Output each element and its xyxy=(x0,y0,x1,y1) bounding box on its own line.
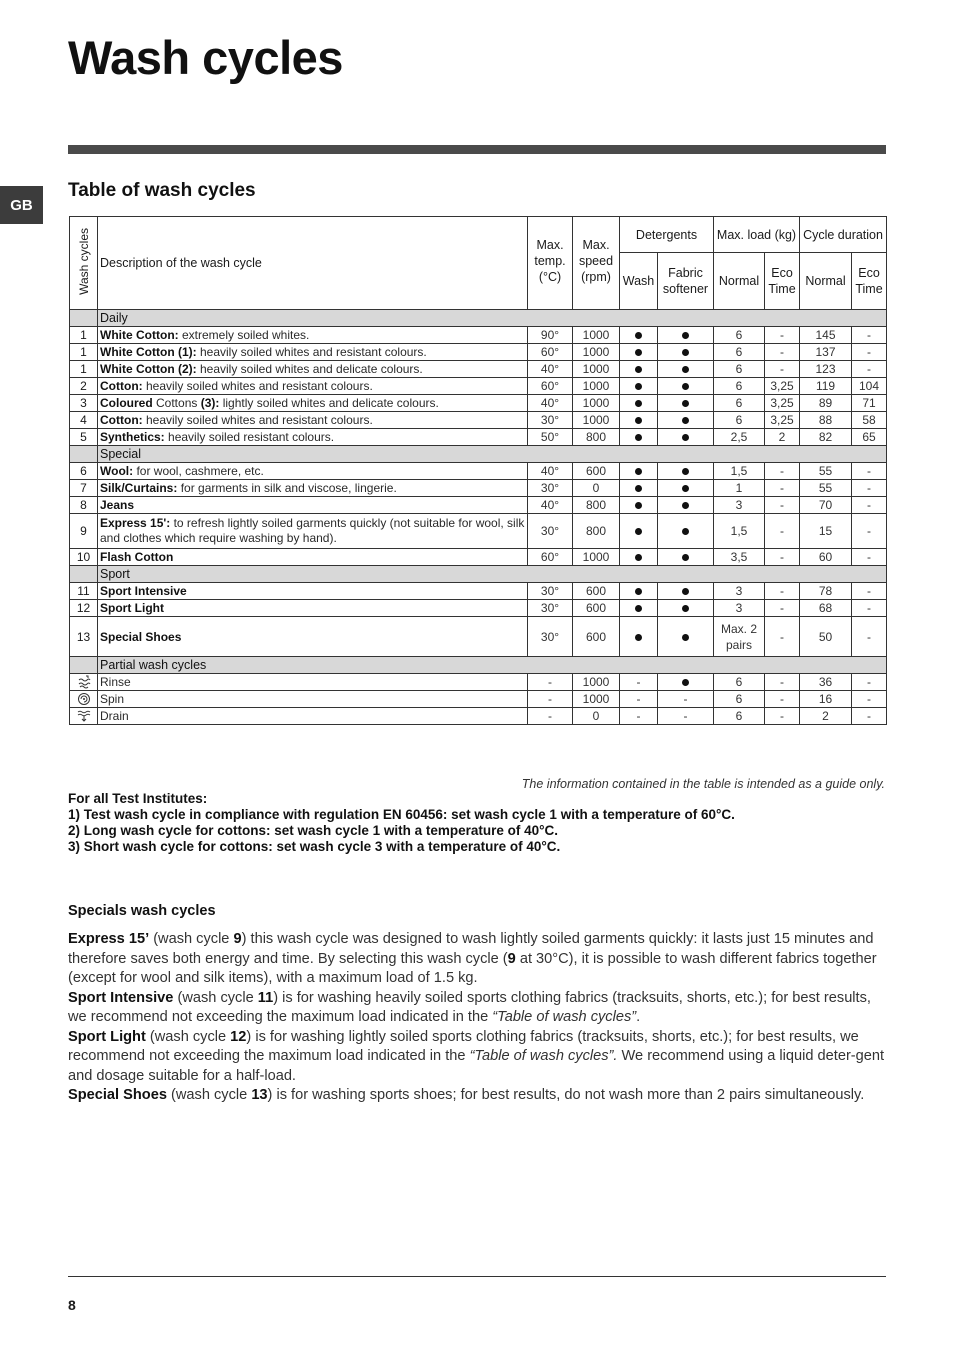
table-row: 1 White Cotton (1): heavily soiled whites and resistant colours. 60° 1000 6 - 137 - xyxy=(70,344,887,361)
table-row: 10 Flash Cotton 60° 1000 3,5 - 60 - xyxy=(70,549,887,566)
test-line: 2) Long wash cycle for cottons: set wash cycle 1 with a temperature of 40°C. xyxy=(68,823,559,838)
spin-icon xyxy=(70,691,98,708)
wash-dot xyxy=(635,383,642,390)
test-institutes-title: For all Test Institutes: xyxy=(68,791,208,806)
footer-rule xyxy=(68,1276,886,1277)
section-title: Table of wash cycles xyxy=(68,180,256,201)
softener-dot xyxy=(682,332,689,339)
specials-title: Specials wash cycles xyxy=(68,903,216,919)
wash-dot xyxy=(635,634,642,641)
header-duration-normal: Normal xyxy=(800,253,852,310)
header-max-load: Max. load (kg) xyxy=(714,217,800,253)
softener-dot xyxy=(682,554,689,561)
header-load-normal: Normal xyxy=(714,253,765,310)
table-row: 12 Sport Light 30° 600 3 - 68 - xyxy=(70,600,887,617)
header-max-speed: Max. speed (rpm) xyxy=(573,217,620,310)
page-title: Wash cycles xyxy=(68,31,343,84)
table-row: 5 Synthetics: heavily soiled resistant colours. 50° 800 2,5 2 82 65 xyxy=(70,429,887,446)
wash-dot xyxy=(635,588,642,595)
table-row: 9 Express 15': to refresh lightly soiled garments quickly (not suitable for wool, silk and clothes which require washing by hand). 30° 800 1,5 - 15 - xyxy=(70,514,887,549)
header-description: Description of the wash cycle xyxy=(98,217,528,310)
group-row-special: Special xyxy=(70,446,887,463)
softener-dot xyxy=(682,634,689,641)
wash-dot xyxy=(635,605,642,612)
softener-dot xyxy=(682,485,689,492)
softener-dot xyxy=(682,468,689,475)
header-duration-eco-time: Eco Time xyxy=(852,253,887,310)
group-row-sport: Sport xyxy=(70,566,887,583)
softener-dot xyxy=(682,605,689,612)
wash-dot xyxy=(635,332,642,339)
table-row: Rinse - 1000 - 6 - 36 - xyxy=(70,674,887,691)
wash-dot xyxy=(635,417,642,424)
table-row: 7 Silk/Curtains: for garments in silk and viscose, lingerie. 30° 0 1 - 55 - xyxy=(70,480,887,497)
header-cycle-duration: Cycle duration xyxy=(800,217,887,253)
express-paragraph: Express 15’ (wash cycle 9) this wash cycle was designed to wash lightly soiled garments quickly: it lasts just 15 minutes and therefore saves both energy and time. By selecting this wash cycle (9 at 30°C), it is possible to wash different fabrics together (except for wool and silk items), with a maximum load of 1.5 kg. xyxy=(68,931,877,986)
table-row: Drain - 0 - - 6 - 2 - xyxy=(70,708,887,725)
table-row: 2 Cotton: heavily soiled whites and resistant colours. 60° 1000 6 3,25 119 104 xyxy=(70,378,887,395)
header-fabric-softener: Fabric softener xyxy=(658,253,714,310)
wash-dot xyxy=(635,434,642,441)
test-line: 3) Short wash cycle for cottons: set wash cycle 3 with a temperature of 40°C. xyxy=(68,839,561,854)
group-row-daily: Daily xyxy=(70,310,887,327)
table-row: 4 Cotton: heavily soiled whites and resistant colours. 30° 1000 6 3,25 88 58 xyxy=(70,412,887,429)
title-rule xyxy=(68,145,886,154)
sport-light-paragraph: Sport Light (wash cycle 12) is for washing lightly soiled sports clothing fabrics (tracksuits, shorts, etc.); for best results, we recommend not exceeding the maximum load indicated in the “Table of wash cycles”. We recommend using a liquid deter-gent and dosage suitable for a half-load. xyxy=(68,1028,885,1084)
softener-dot xyxy=(682,679,689,686)
guide-note: The information contained in the table is intended as a guide only. xyxy=(521,777,885,791)
test-institutes-block xyxy=(68,791,735,855)
rinse-icon xyxy=(70,674,98,691)
softener-dot xyxy=(682,434,689,441)
language-tab: GB xyxy=(0,186,43,224)
softener-dot xyxy=(682,366,689,373)
softener-dot xyxy=(682,588,689,595)
wash-dot xyxy=(635,528,642,535)
wash-dot xyxy=(635,502,642,509)
softener-dot xyxy=(682,400,689,407)
header-detergents: Detergents xyxy=(620,217,714,253)
softener-dot xyxy=(682,502,689,509)
header-load-eco-time: Eco Time xyxy=(765,253,800,310)
table-row: 11 Sport Intensive 30° 600 3 - 78 - xyxy=(70,583,887,600)
wash-cycles-table xyxy=(69,216,887,725)
wash-dot xyxy=(635,468,642,475)
drain-icon xyxy=(70,708,98,725)
table-row: 1 White Cotton: extremely soiled whites. 90° 1000 6 - 145 - xyxy=(70,327,887,344)
softener-dot xyxy=(682,349,689,356)
table-row: 6 Wool: for wool, cashmere, etc. 40° 600 1,5 - 55 - xyxy=(70,463,887,480)
softener-dot xyxy=(682,417,689,424)
wash-dot xyxy=(635,366,642,373)
wash-dot xyxy=(635,349,642,356)
page-number: 8 xyxy=(68,1297,76,1313)
table-row: 3 Coloured Cottons (3): lightly soiled whites and delicate colours. 40° 1000 6 3,25 89 71 xyxy=(70,395,887,412)
special-shoes-paragraph: Special Shoes (wash cycle 13) is for washing sports shoes; for best results, do not wash more than 2 pairs simultaneously. xyxy=(68,1087,865,1103)
softener-dot xyxy=(682,528,689,535)
table-row: 8 Jeans 40° 800 3 - 70 - xyxy=(70,497,887,514)
wash-dot xyxy=(635,485,642,492)
softener-dot xyxy=(682,383,689,390)
header-wash-cycles: Wash cycles xyxy=(70,217,98,310)
header-max-temp: Max. temp. (°C) xyxy=(528,217,573,310)
wash-dot xyxy=(635,554,642,561)
table-row: 13 Special Shoes 30° 600 Max. 2 pairs - 50 - xyxy=(70,617,887,657)
specials-body xyxy=(68,930,888,1106)
table-row: Spin - 1000 - - 6 - 16 - xyxy=(70,691,887,708)
wash-dot xyxy=(635,400,642,407)
header-wash: Wash xyxy=(620,253,658,310)
table-row: 1 White Cotton (2): heavily soiled whites and delicate colours. 40° 1000 6 - 123 - xyxy=(70,361,887,378)
group-row-partial: Partial wash cycles xyxy=(70,657,887,674)
sport-intensive-paragraph: Sport Intensive (wash cycle 11) is for washing heavily soiled sports clothing fabrics (tracksuits, shorts, etc.); for best results, we recommend not exceeding the maximum load indicated in the “Table of wash cycles”. xyxy=(68,989,871,1025)
test-line: 1) Test wash cycle in compliance with regulation EN 60456: set wash cycle 1 with a temperature of 60°C. xyxy=(68,807,735,822)
